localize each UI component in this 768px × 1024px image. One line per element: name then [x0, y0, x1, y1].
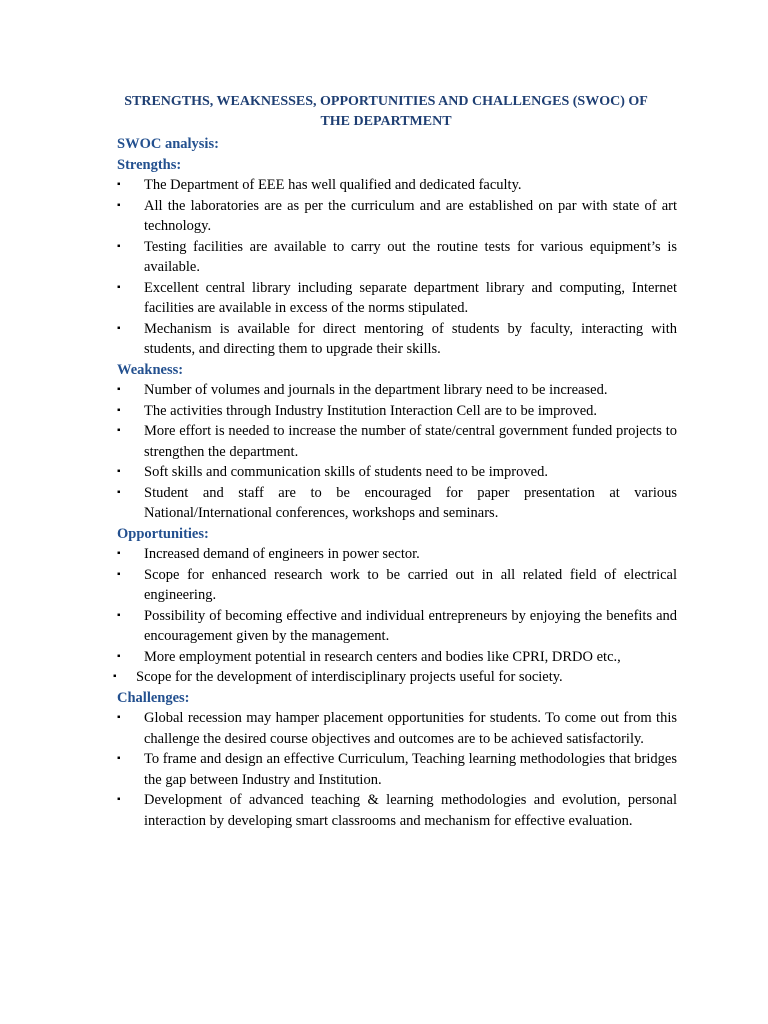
list-item-text: Possibility of becoming effective and individual entrepreneurs by enjoying the benefits and encouragement given by the management.	[144, 607, 677, 644]
bullet-icon: ▪	[117, 609, 121, 621]
list-item	[117, 749, 677, 790]
bullet-icon: ▪	[117, 281, 121, 293]
list-item	[117, 544, 677, 565]
bullet-icon: ▪	[117, 466, 121, 477]
bullet-icon: ▪	[117, 548, 121, 559]
list-item	[117, 401, 677, 422]
bullet-icon: ▪	[117, 199, 121, 211]
bullet-icon: ▪	[117, 240, 121, 252]
weakness-list	[117, 380, 677, 524]
document-body	[113, 134, 677, 831]
challenges-list	[117, 708, 677, 831]
bullet-icon: ▪	[117, 712, 121, 723]
list-item-text: More effort is needed to increase the number of state/central government funded projects to strengthen the department.	[144, 423, 677, 460]
strengths-list	[117, 175, 677, 360]
bullet-icon: ▪	[117, 179, 121, 190]
document-title-line-1: STRENGTHS, WEAKNESSES, OPPORTUNITIES AND CHALLENGES (SWOC) OF	[124, 94, 648, 109]
list-item	[117, 278, 677, 319]
list-item	[117, 319, 677, 360]
bullet-icon: ▪	[117, 486, 121, 498]
bullet-icon: ▪	[117, 425, 121, 436]
bullet-icon: ▪	[117, 753, 121, 764]
list-item	[113, 667, 677, 688]
list-item-text: Increased demand of engineers in power sector.	[144, 546, 420, 562]
list-item	[117, 380, 677, 401]
list-item-text: To frame and design an effective Curriculum, Teaching learning methodologies that bridges the gap between Industry and Institution.	[144, 751, 677, 788]
weakness-heading: Weakness:	[117, 361, 184, 378]
swoc-subtitle: SWOC analysis:	[117, 136, 219, 152]
list-item-text: The activities through Industry Institution Interaction Cell are to be improved.	[144, 402, 598, 419]
list-item	[117, 708, 677, 749]
bullet-icon: ▪	[117, 794, 121, 805]
list-item	[117, 462, 677, 483]
list-item-text: Soft skills and communication skills of students need to be improved.	[144, 464, 548, 480]
bullet-icon: ▪	[113, 671, 117, 682]
list-item-text: Scope for enhanced research work to be carried out in all related field of electrical engineering.	[144, 566, 677, 603]
list-item-text: Mechanism is available for direct mentoring of students by faculty, interacting with students, and directing them to upgrade their skills.	[144, 320, 677, 357]
list-item-text: All the laboratories are as per the curriculum and are established on par with state of art technology.	[144, 197, 677, 234]
list-item	[117, 606, 677, 647]
list-item-text: The Department of EEE has well qualified and dedicated faculty.	[144, 177, 522, 193]
opportunities-list	[113, 544, 677, 688]
document-title	[96, 92, 676, 132]
list-item-text: Testing facilities are available to carry out the routine tests for various equipment’s is available.	[144, 238, 677, 275]
list-item	[117, 647, 677, 668]
list-item-text: Number of volumes and journals in the department library need to be increased.	[144, 382, 608, 398]
list-item	[117, 790, 677, 831]
bullet-icon: ▪	[117, 650, 121, 662]
opportunities-heading: Opportunities:	[117, 525, 209, 542]
list-item	[117, 237, 677, 278]
list-item-text: Student and staff are to be encouraged for paper presentation at various National/International conferences, workshops and seminars.	[144, 484, 677, 521]
bullet-icon: ▪	[117, 404, 121, 416]
list-item-text: Excellent central library including separate department library and computing, Internet facilities are available in excess of the norms stipulated.	[144, 279, 677, 316]
list-item	[117, 565, 677, 606]
list-item-text: Scope for the development of interdisciplinary projects useful for society.	[136, 669, 563, 685]
challenges-heading: Challenges:	[117, 689, 190, 706]
list-item-text: More employment potential in research centers and bodies like CPRI, DRDO etc.,	[144, 648, 621, 665]
list-item	[117, 196, 677, 237]
bullet-icon: ▪	[117, 384, 121, 395]
list-item	[117, 175, 677, 196]
bullet-icon: ▪	[117, 322, 121, 334]
list-item	[117, 421, 677, 462]
list-item	[117, 483, 677, 524]
bullet-icon: ▪	[117, 568, 121, 580]
list-item-text: Global recession may hamper placement opportunities for students. To come out from this challenge the desired course objectives and outcomes are to be achieved satisfactorily.	[144, 710, 677, 747]
strengths-heading: Strengths:	[117, 156, 182, 173]
list-item-text: Development of advanced teaching & learning methodologies and evolution, personal interaction by developing smart classrooms and mechanism for effective evaluation.	[144, 792, 677, 829]
document-title-line-2: THE DEPARTMENT	[320, 114, 452, 129]
